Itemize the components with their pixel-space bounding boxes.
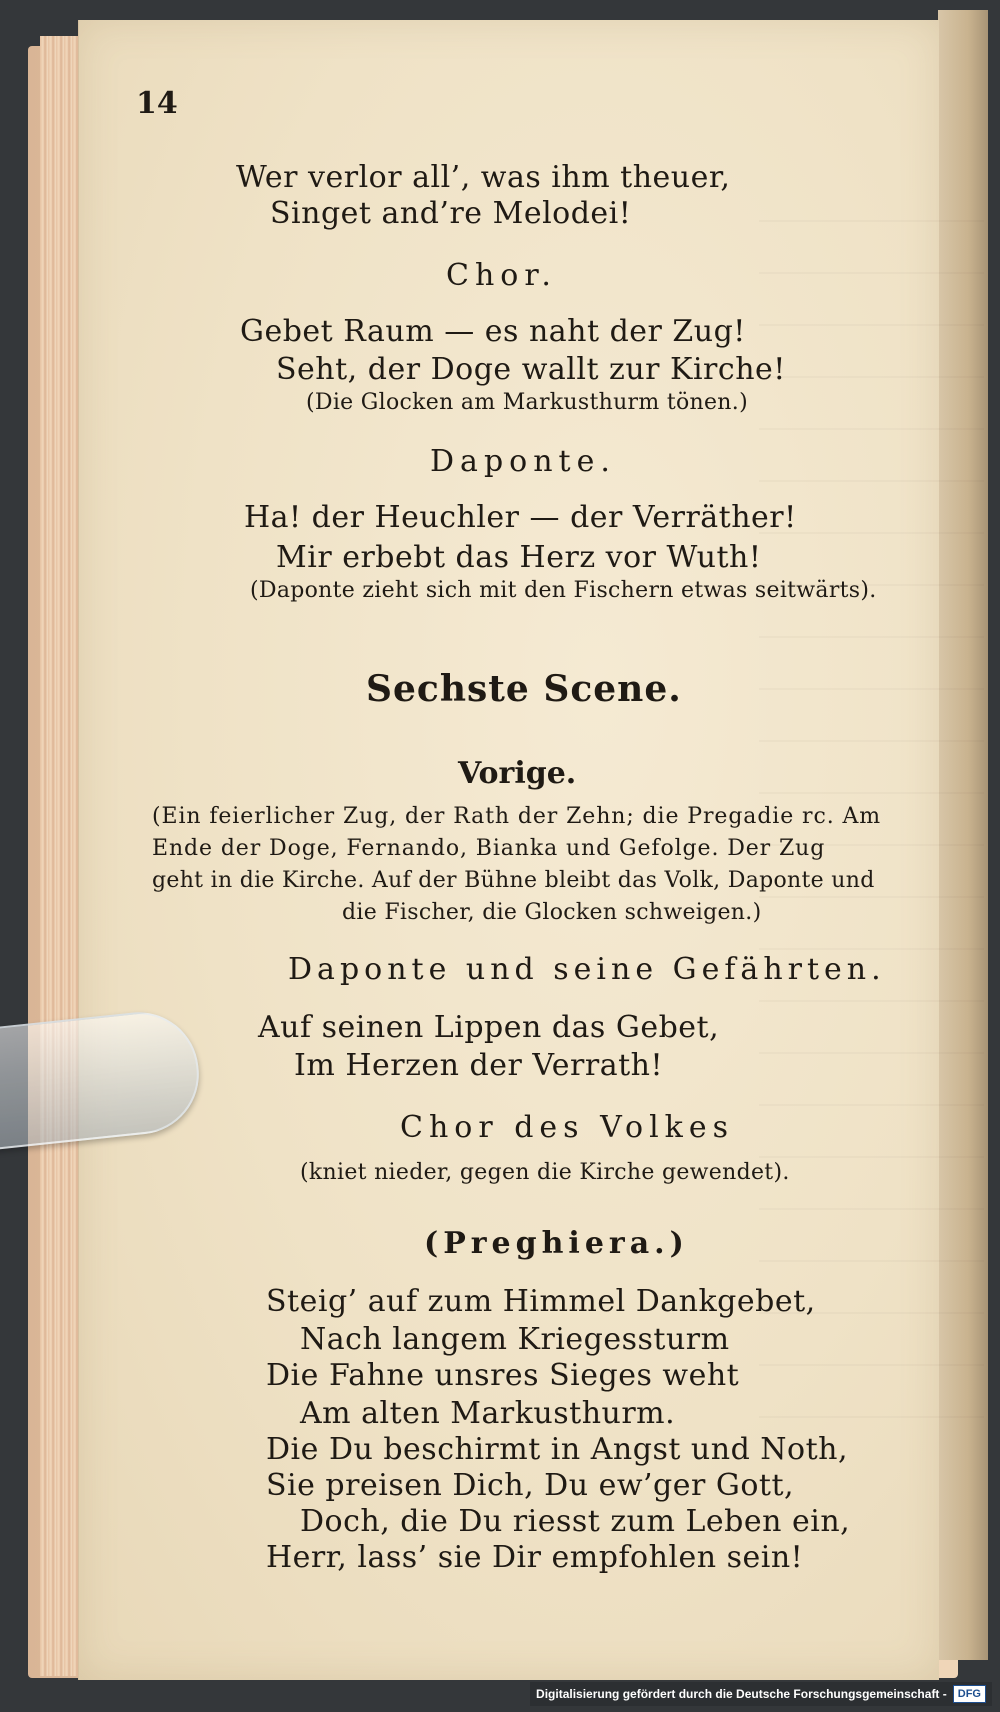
verse-line: Singet and’re Melodei!	[270, 196, 632, 231]
verse-line: Am alten Markusthurm.	[300, 1396, 676, 1431]
credit-text: Digitalisierung gefördert durch die Deutsche Forschungsgemeinschaft -	[536, 1687, 947, 1701]
verse-line: Nach langem Kriegessturm	[300, 1322, 730, 1357]
speaker-label: Daponte und seine Gefährten.	[288, 952, 886, 987]
dfg-logo: DFG	[953, 1685, 986, 1703]
page-number: 14	[136, 86, 178, 121]
verse-line: Im Herzen der Verrath!	[294, 1048, 664, 1083]
stage-direction: (kniet nieder, gegen die Kirche gewendet).	[300, 1160, 790, 1185]
verse-line: Herr, lass’ sie Dir empfohlen sein!	[266, 1540, 804, 1575]
verse-line: Die Du beschirmt in Angst und Noth,	[266, 1432, 849, 1467]
speaker-label: Daponte.	[430, 444, 616, 479]
stage-direction: (Daponte zieht sich mit den Fischern etwas seitwärts).	[250, 578, 877, 603]
speaker-label: Chor.	[446, 258, 557, 293]
stage-direction-line: Ende der Doge, Fernando, Bianka und Gefolge. Der Zug	[152, 836, 826, 861]
verse-line: Sie preisen Dich, Du ew’ger Gott,	[266, 1468, 795, 1503]
speaker-label: Vorige.	[458, 756, 577, 791]
stage-direction-line: die Fischer, die Glocken schweigen.)	[342, 900, 762, 925]
verse-line: Seht, der Doge wallt zur Kirche!	[276, 352, 786, 387]
stage-direction-line: (Ein feierlicher Zug, der Rath der Zehn; die Pregadie rc. Am	[152, 804, 882, 829]
verse-line: Die Fahne unsres Sieges weht	[266, 1358, 740, 1393]
book-right-edge	[938, 10, 988, 1660]
stage-direction-line: geht in die Kirche. Auf der Bühne bleibt das Volk, Daponte und	[152, 868, 875, 893]
digitization-credit	[530, 1682, 992, 1706]
verse-line: Auf seinen Lippen das Gebet,	[258, 1010, 720, 1045]
stage-direction: (Die Glocken am Markusthurm tönen.)	[306, 390, 748, 415]
verse-line: Ha! der Heuchler — der Verräther!	[244, 500, 797, 535]
scene-title: Sechste Scene.	[366, 668, 682, 710]
verse-line: Doch, die Du riesst zum Leben ein,	[300, 1504, 851, 1539]
verse-line: Wer verlor all’, was ihm theuer,	[236, 160, 731, 195]
verse-line: Steig’ auf zum Himmel Dankgebet,	[266, 1284, 816, 1319]
verse-line: Mir erbebt das Herz vor Wuth!	[276, 540, 762, 575]
speaker-label: Chor des Volkes	[400, 1110, 734, 1145]
verse-line: Gebet Raum — es naht der Zug!	[240, 314, 746, 349]
speaker-label: (Preghiera.)	[424, 1226, 689, 1261]
